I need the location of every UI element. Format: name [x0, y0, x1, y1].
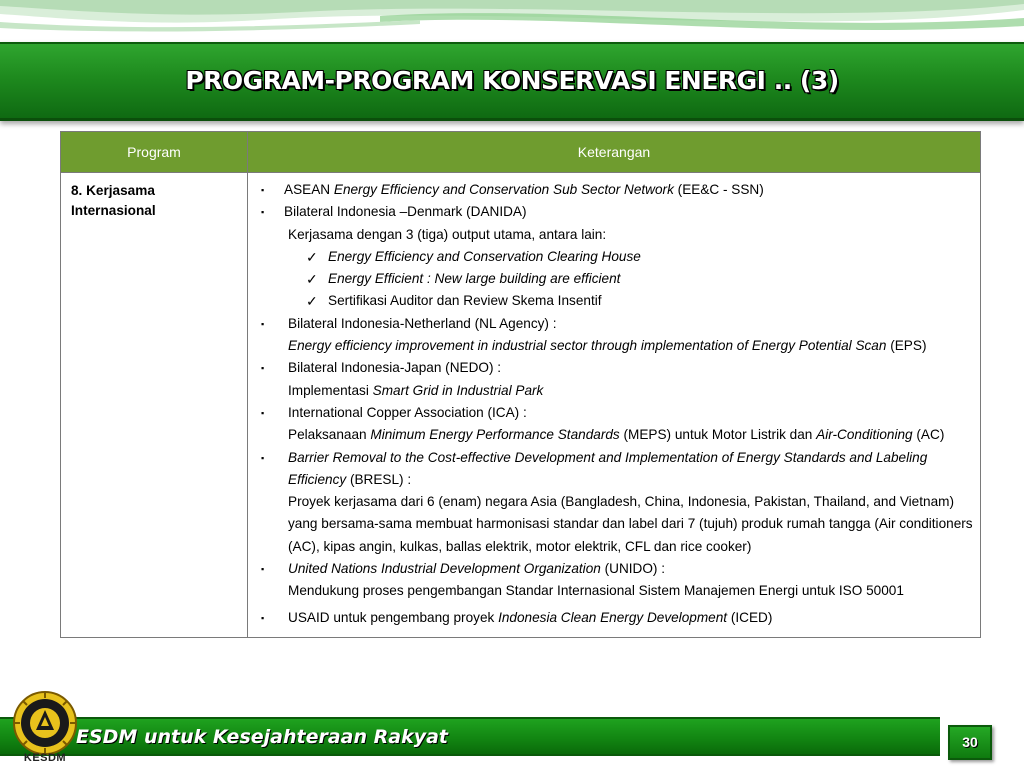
checkmark-icon: ✓	[306, 293, 318, 310]
bullet-icon: ▪	[261, 363, 265, 374]
bullet-icon: ▪	[261, 612, 265, 623]
netherland-description: Energy efficiency improvement in industrial sector through implementation of Energy Potential Scan (EPS)	[288, 338, 927, 354]
keterangan-cell	[248, 173, 981, 638]
table-row	[61, 173, 981, 638]
page-title: PROGRAM-PROGRAM KONSERVASI ENERGI .. (3)	[185, 66, 839, 95]
list-item-asean: ▪ ASEAN Energy Efficiency and Conservation Sub Sector Network (EE&C - SSN)	[258, 179, 974, 201]
danida-description: Kerjasama dengan 3 (tiga) output utama, antara lain:	[288, 226, 607, 242]
list-item-usaid: ▪ USAID untuk pengembang proyek Indonesia Clean Energy Development (ICED)	[258, 607, 974, 629]
title-bar	[0, 42, 1024, 121]
list-item-japan: ▪ Bilateral Indonesia-Japan (NEDO) :	[258, 357, 974, 379]
table-header-row	[61, 132, 981, 173]
bresl-description: Proyek kerjasama dari 6 (enam) negara Asia (Bangladesh, China, Indonesia, Pakistan, Thailand, and Vietnam) yang bersama-sama membuat harmonisasi standar dan label dari 7 (tujuh) produk rumah tangga (Air conditioners (AC), kipas angin, kulkas, ballas elektrik, motor elektrik, CFL dan rice cooker)	[288, 494, 973, 554]
unido-description: Mendukung proses pengembangan Standar Internasional Sistem Manajemen Energi untuk ISO 50001	[288, 583, 904, 599]
check-item: ✓ Energy Efficient : New large building are efficient	[258, 268, 974, 290]
bullet-icon: ▪	[261, 185, 265, 195]
page-number-box	[948, 725, 992, 760]
program-table	[60, 131, 981, 638]
bullet-icon: ▪	[261, 564, 265, 575]
bullet-icon: ▪	[261, 407, 265, 418]
footer-bar	[0, 717, 940, 756]
program-cell: 8. Kerjasama Internasional	[61, 173, 248, 638]
bullet-icon: ▪	[261, 452, 265, 463]
header-program: Program	[61, 132, 248, 173]
checkmark-icon: ✓	[306, 271, 318, 288]
list-item-netherland: ▪ Bilateral Indonesia-Netherland (NL Agency) :	[258, 313, 974, 335]
bullet-icon: ▪	[261, 207, 265, 218]
header-keterangan: Keterangan	[248, 132, 981, 173]
top-wave-decoration	[0, 0, 1024, 44]
bullet-icon: ▪	[261, 318, 265, 329]
list-item-ica: ▪ International Copper Association (ICA) :	[258, 402, 974, 424]
logo-label: KESDM	[23, 752, 67, 764]
page-number: 30	[962, 734, 978, 750]
footer-slogan: ESDM untuk Kesejahteraan Rakyat	[76, 726, 448, 748]
list-item-bresl: ▪ Barrier Removal to the Cost-effective Development and Implementation of Energy Standards and Labeling Efficiency (BRESL) :	[258, 447, 974, 492]
list-item-unido: ▪ United Nations Industrial Development Organization (UNIDO) :	[258, 558, 974, 580]
list-item-danida: ▪ Bilateral Indonesia –Denmark (DANIDA)	[258, 201, 974, 223]
check-item: ✓ Energy Efficiency and Conservation Clearing House	[258, 246, 974, 268]
ica-description: Pelaksanaan Minimum Energy Performance Standards (MEPS) untuk Motor Listrik dan Air-Conditioning (AC)	[288, 427, 945, 443]
check-item: ✓ Sertifikasi Auditor dan Review Skema Insentif	[258, 290, 974, 312]
checkmark-icon: ✓	[306, 248, 318, 265]
japan-description: Implementasi Smart Grid in Industrial Park	[288, 382, 544, 398]
